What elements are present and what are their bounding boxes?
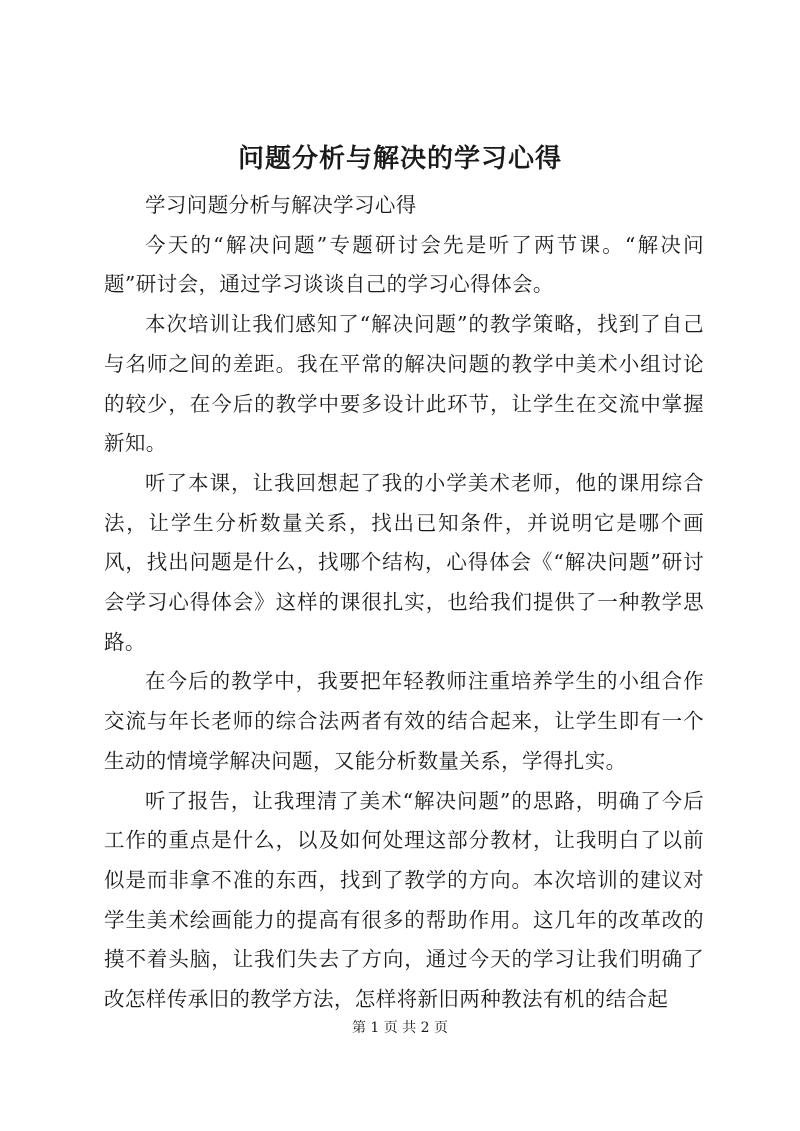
page-footer: 第 1 页 共 2 页 (351, 1020, 449, 1036)
paragraph-subtitle: 学习问题分析与解决学习心得 (145, 193, 417, 217)
document-body (104, 186, 704, 1020)
paragraph-3: 听了本课，让我回想起了我的小学美术老师，他的课用综合法，让学生分析数量关系，找出已知条件，并说明它是哪个画风，找出问题是什么，找哪个结构，心得体会《“解决问题”研讨会学习心得体会》这样的课很扎实，也给我们提供了一种教学思路。 (104, 470, 704, 654)
paragraph-4: 在今后的教学中，我要把年轻教师注重培养学生的小组合作交流与年长老师的综合法两者有效的结合起来，让学生即有一个生动的情境学解决问题，又能分析数量关系，学得扎实。 (104, 669, 704, 773)
paragraph-5: 听了报告，让我理清了美术“解决问题”的思路，明确了今后工作的重点是什么，以及如何处理这部分教材，让我明白了以前似是而非拿不准的东西，找到了教学的方向。本次培训的建议对学生美术绘画能力的提高有很多的帮助作用。这几年的改革改的摸不着头脑，让我们失去了方向，通过今天的学习让我们明确了改怎样传承旧的教学方法，怎样将新旧两种教法有机的结合起 (104, 788, 704, 1012)
paragraph-2: 本次培训让我们感知了“解决问题”的教学策略，找到了自己与名师之间的差距。我在平常的解决问题的教学中美术小组讨论的较少，在今后的教学中要多设计此环节，让学生在交流中掌握新知。 (104, 312, 704, 456)
paragraph-1: 今天的“解决问题”专题研讨会先是听了两节课。“解决问题”研讨会，通过学习谈谈自己的学习心得体会。 (104, 232, 704, 297)
document-title: 问题分析与解决的学习心得 (237, 144, 562, 174)
